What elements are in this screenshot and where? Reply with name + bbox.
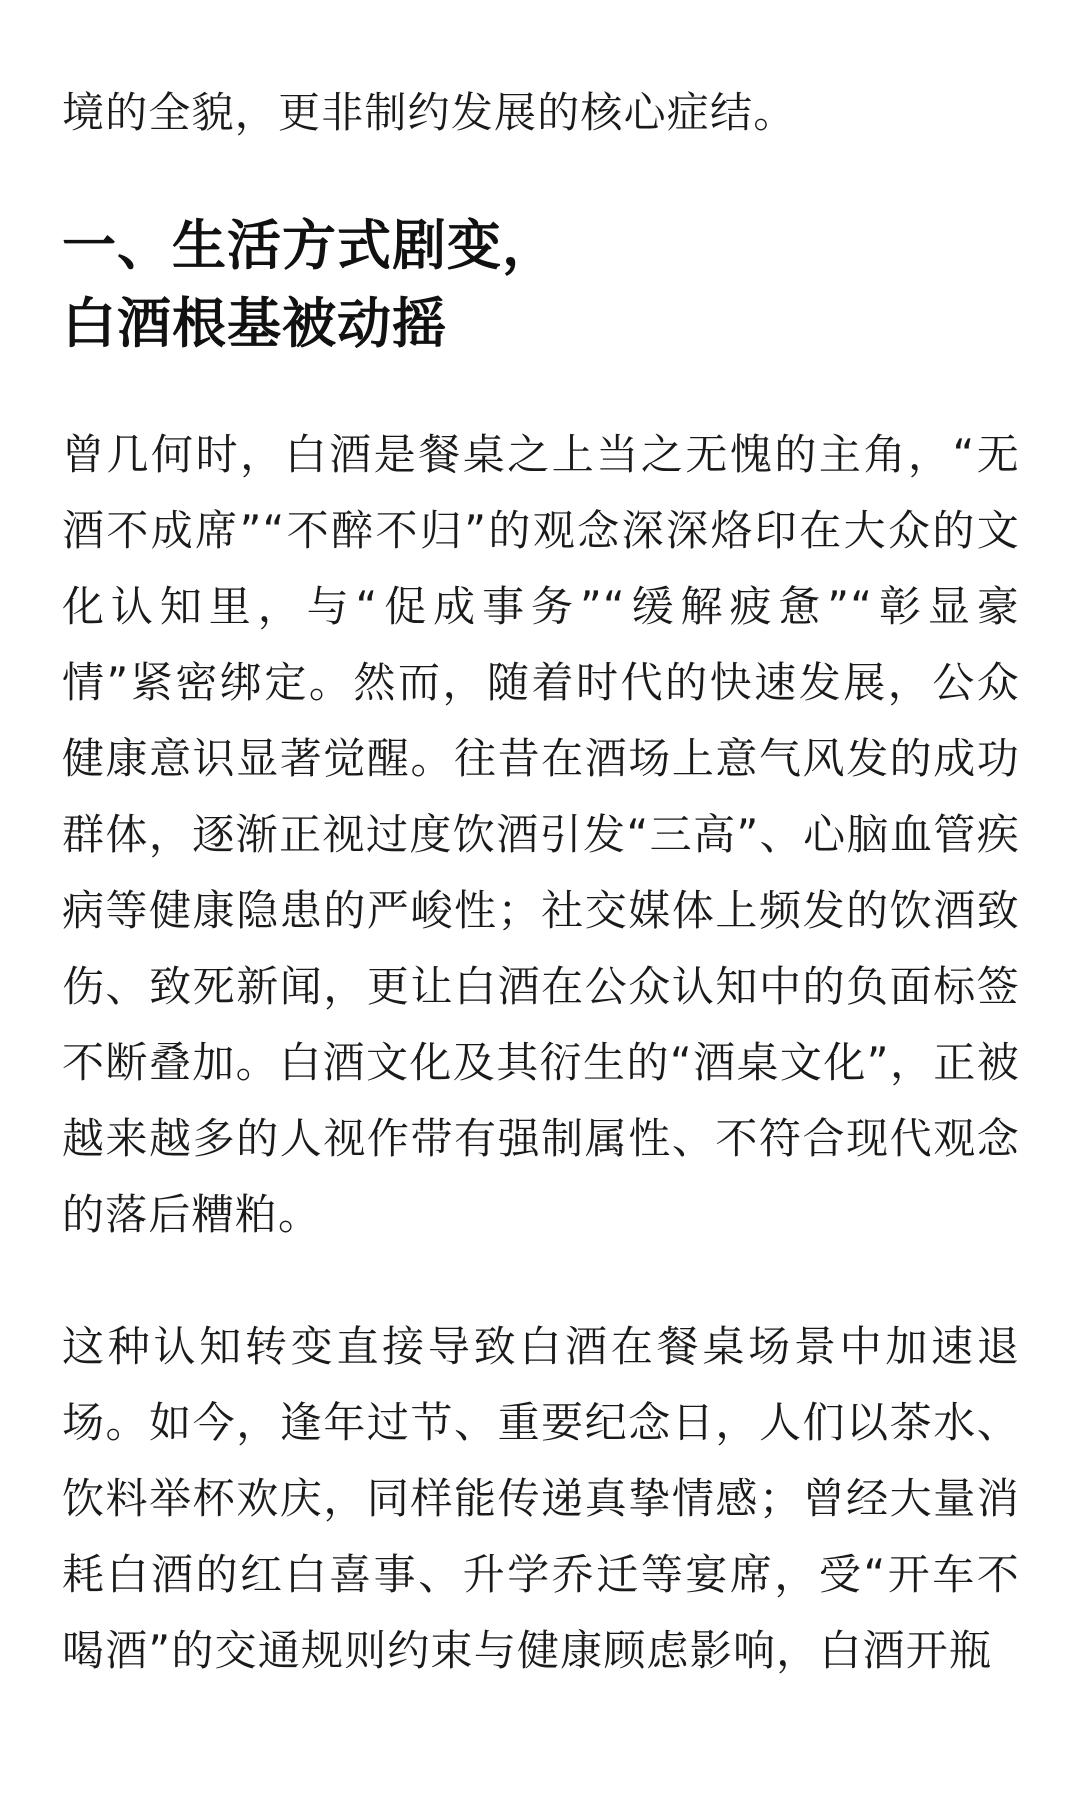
paragraph-2: 这种认知转变直接导致白酒在餐桌场景中加速退场。如今，逢年过节、重要纪念日，人们以茶水、饮料举杯欢庆，同样能传递真挚情感；曾经大量消耗白酒的红白喜事、升学乔迁等宴席，受“开车不喝酒”的交通规则约束与健康顾虑影响，白酒开瓶 bbox=[62, 1322, 1020, 1675]
section-heading-line-2: 白酒根基被动摇 bbox=[62, 292, 447, 355]
section-heading-line-1: 一、生活方式剧变， bbox=[62, 214, 557, 277]
section-heading bbox=[62, 207, 1020, 363]
paragraph-1: 曾几何时，白酒是餐桌之上当之无愧的主角，“无酒不成席”“不醉不归”的观念深深烙印在大众的文化认知里，与“促成事务”“缓解疲惫”“彰显豪情”紧密绑定。然而，随着时代的快速发展，公众健康意识显著觉醒。往昔在酒场上意气风发的成功群体，逐渐正视过度饮酒引发“三高”、心脑血管疾病等健康隐患的严峻性；社交媒体上频发的饮酒致伤、致死新闻，更让白酒在公众认知中的负面标签不断叠加。白酒文化及其衍生的“酒桌文化”，正被越来越多的人视作带有强制属性、不符合现代观念的落后糟粕。 bbox=[62, 430, 1020, 1239]
article-body bbox=[62, 0, 1020, 1689]
intro-tail-text: 境的全貌，更非制约发展的核心症结。 bbox=[62, 88, 797, 137]
